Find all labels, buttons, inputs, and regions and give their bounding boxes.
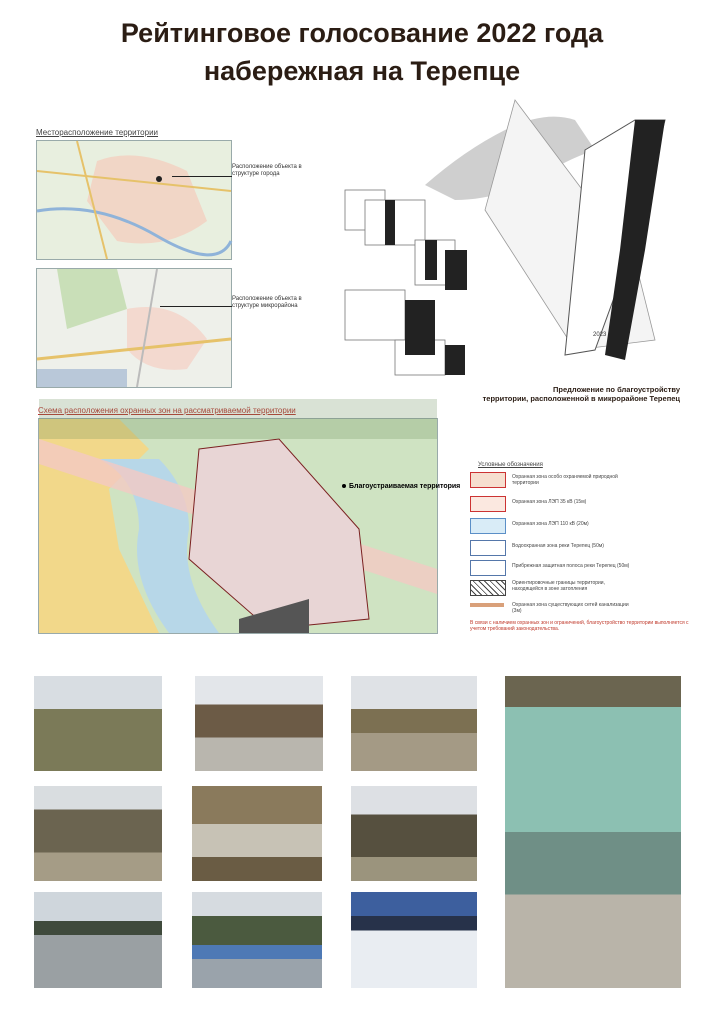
proposal-3d-drawing <box>335 90 685 380</box>
zones-scheme-map <box>38 418 461 634</box>
site-photo-1 <box>34 676 162 771</box>
legend-title: Условные обозначения <box>478 462 543 468</box>
legend-text-2: Охранная зона ЛЭП 35 кВ (15м) <box>512 499 587 505</box>
district-map-drawing <box>37 269 231 387</box>
district-map <box>36 268 232 388</box>
legend-text-6: Ориентировочные границы территории, находящейся в зоне затопления <box>512 580 605 592</box>
site-photo-2 <box>195 676 323 771</box>
district-map-pointer <box>160 306 232 307</box>
site-photo-4 <box>34 786 162 881</box>
legend-swatch-5 <box>470 560 506 576</box>
site-photo-3 <box>351 676 477 771</box>
proposal-year-tag: 2023 <box>593 332 607 338</box>
legend-swatch-7 <box>470 603 504 607</box>
site-photo-5 <box>192 786 322 881</box>
page-title: Рейтинговое голосование 2022 года <box>120 18 604 48</box>
site-photo-7 <box>34 892 162 988</box>
scheme-label: Схема расположения охранных зон на рассматриваемой территории <box>38 406 296 415</box>
zones-scheme-drawing <box>39 419 461 633</box>
city-map-pointer <box>172 176 232 177</box>
site-photo-9 <box>351 892 477 988</box>
legend-swatch-4 <box>470 540 506 556</box>
river-ducks-photo <box>505 676 681 988</box>
scheme-footnote: В связи с наличием охранных зон и ограничений, благоустройство территории выполняется с учетом требований законодательства. <box>470 620 689 632</box>
legend-text-1: Охранная зона особо охраняемой природной территории <box>512 474 618 486</box>
legend-swatch-1 <box>470 472 506 488</box>
proposal-caption <box>440 385 680 403</box>
site-photo-8 <box>192 892 322 988</box>
legend-text-7: Охранная зона существующих сетей канализации (3м) <box>512 602 629 614</box>
legend-text-3: Охранная зона ЛЭП 110 кВ (20м) <box>512 521 589 527</box>
legend-text-5: Прибрежная защитная полоса реки Терепец (50м) <box>512 563 630 569</box>
city-map <box>36 140 232 260</box>
city-map-drawing <box>37 141 231 259</box>
proposal-3d-view <box>335 90 685 380</box>
district-map-note: Расположение объекта в структуре микрорайона <box>232 296 302 309</box>
city-map-note: Расположение объекта в структуре города <box>232 164 302 177</box>
location-label: Месторасположение территории <box>36 128 159 137</box>
legend-swatch-3 <box>470 518 506 534</box>
legend-swatch-2 <box>470 496 506 512</box>
proposal-caption-line2: территории, расположенной в микрорайоне Терепец <box>482 394 680 403</box>
site-photo-6 <box>351 786 477 881</box>
page-subtitle: набережная на Терепце <box>203 56 521 86</box>
legend-text-4: Водоохранная зона реки Терепец (50м) <box>512 543 604 549</box>
site-label: Благоустраиваемая территория <box>349 483 461 490</box>
legend-swatch-6 <box>470 580 506 596</box>
proposal-caption-line1: Предложение по благоустройству <box>553 385 680 394</box>
